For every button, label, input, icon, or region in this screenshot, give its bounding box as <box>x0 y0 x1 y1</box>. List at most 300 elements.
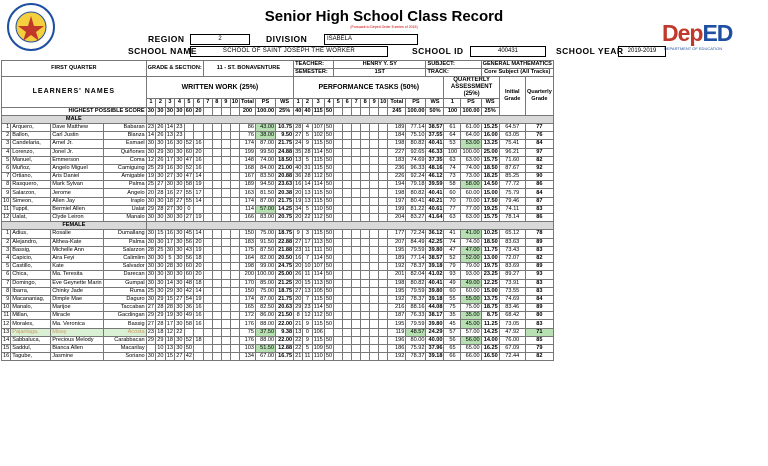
ww-score-cell[interactable]: 30 <box>147 271 155 278</box>
ww-score-cell[interactable]: 28 <box>157 189 164 196</box>
pt-score-cell[interactable] <box>352 230 361 238</box>
pt-score-cell[interactable]: 15 <box>304 279 311 286</box>
pt-score-cell[interactable]: 3 <box>303 230 312 238</box>
pt-score-cell[interactable]: 20 <box>295 279 302 286</box>
ww-score-cell[interactable]: 19 <box>195 214 202 221</box>
pt-score-cell[interactable] <box>352 246 361 254</box>
pt-score-cell[interactable]: 50 <box>325 246 333 253</box>
ww-score-cell[interactable]: 29 <box>166 287 174 294</box>
qa-score-cell[interactable]: 66 <box>444 353 461 361</box>
pt-score-cell[interactable] <box>370 312 379 320</box>
ww-score-cell[interactable]: 16 <box>195 140 202 147</box>
pt-score-cell[interactable]: 40 <box>295 164 302 171</box>
pt-score-cell[interactable] <box>379 148 388 156</box>
pt-score-cell[interactable]: 13 <box>304 189 311 196</box>
ww-score-cell[interactable]: 30 <box>166 246 174 253</box>
ww-score-cell[interactable]: 30 <box>176 312 183 319</box>
pt-score-cell[interactable]: 31 <box>304 164 311 171</box>
ww-score-cell[interactable]: 30 <box>157 238 164 245</box>
pt-score-cell[interactable]: 7 <box>303 254 312 262</box>
ww-score-cell[interactable] <box>230 345 239 353</box>
ww-score-cell[interactable]: 56 <box>185 238 193 245</box>
pt-score-cell[interactable] <box>361 304 370 312</box>
ww-score-cell[interactable]: 30 <box>166 271 174 278</box>
pt-score-cell[interactable] <box>370 304 379 312</box>
ww-score-cell[interactable]: 27 <box>176 295 183 302</box>
pt-score-cell[interactable] <box>343 238 352 246</box>
pt-score-cell[interactable] <box>361 140 370 148</box>
pt-score-cell[interactable] <box>334 304 343 312</box>
ww-score-cell[interactable] <box>203 156 212 164</box>
pt-score-cell[interactable] <box>379 123 388 131</box>
ww-score-cell[interactable]: 30 <box>176 304 183 311</box>
pt-score-cell[interactable]: 115 <box>313 230 323 237</box>
ww-score-cell[interactable] <box>212 197 221 205</box>
qa-score-cell[interactable]: 56 <box>444 336 461 344</box>
ww-score-cell[interactable] <box>212 173 221 181</box>
ww-score-cell[interactable] <box>230 287 239 295</box>
ww-score-cell[interactable] <box>212 189 221 197</box>
ww-score-cell[interactable]: 30 <box>157 255 164 262</box>
ww-score-cell[interactable] <box>203 148 212 156</box>
ww-score-cell[interactable] <box>203 353 212 361</box>
ww-score-cell[interactable]: 17 <box>195 189 202 196</box>
ww-score-cell[interactable]: 22 <box>176 328 183 335</box>
pt-score-cell[interactable]: 36 <box>295 173 302 180</box>
ww-score-cell[interactable]: 42 <box>185 287 193 294</box>
pt-score-cell[interactable]: 110 <box>313 353 323 360</box>
pt-score-cell[interactable] <box>370 197 379 205</box>
pt-score-cell[interactable] <box>361 320 370 328</box>
pt-score-cell[interactable] <box>352 279 361 287</box>
pt-score-cell[interactable] <box>334 181 343 189</box>
pt-score-cell[interactable] <box>361 214 370 222</box>
ww-score-cell[interactable]: 20 <box>157 353 164 360</box>
ww-score-cell[interactable]: 45 <box>185 230 193 237</box>
ww-score-cell[interactable] <box>203 205 212 213</box>
pt-score-cell[interactable] <box>352 295 361 303</box>
pt-score-cell[interactable]: 13 <box>295 156 302 163</box>
ww-score-cell[interactable]: 30 <box>176 140 183 147</box>
ww-score-cell[interactable]: 25 <box>147 287 155 294</box>
ww-score-cell[interactable] <box>230 246 239 254</box>
pt-score-cell[interactable] <box>352 132 361 140</box>
ww-score-cell[interactable] <box>212 304 221 312</box>
pt-score-cell[interactable] <box>334 254 343 262</box>
pt-score-cell[interactable] <box>343 173 352 181</box>
ww-score-cell[interactable] <box>203 164 212 172</box>
ww-score-cell[interactable]: 18 <box>166 197 174 204</box>
pt-score-cell[interactable] <box>370 279 379 287</box>
pt-score-cell[interactable] <box>379 238 388 246</box>
pt-score-cell[interactable] <box>334 320 343 328</box>
ww-score-cell[interactable]: 55 <box>185 197 193 204</box>
ww-score-cell[interactable]: 30 <box>157 140 164 147</box>
ww-score-cell[interactable]: 26 <box>157 156 164 163</box>
ww-score-cell[interactable]: 20 <box>195 148 202 155</box>
pt-score-cell[interactable] <box>370 173 379 181</box>
pt-score-cell[interactable] <box>379 230 388 238</box>
ww-score-cell[interactable]: 19 <box>195 295 202 302</box>
pt-score-cell[interactable] <box>361 271 370 279</box>
pt-score-cell[interactable]: 14 <box>304 181 311 188</box>
qa-score-cell[interactable]: 75 <box>444 304 461 312</box>
ww-score-cell[interactable] <box>221 123 230 131</box>
pt-score-cell[interactable]: 50 <box>325 353 333 360</box>
pt-score-cell[interactable] <box>379 189 388 197</box>
ww-score-cell[interactable] <box>203 173 212 181</box>
pt-score-cell[interactable] <box>352 345 361 353</box>
pt-score-cell[interactable] <box>361 173 370 181</box>
pt-score-cell[interactable]: 20 <box>295 189 302 196</box>
ww-score-cell[interactable] <box>230 336 239 344</box>
ww-score-cell[interactable] <box>221 345 230 353</box>
ww-score-cell[interactable]: 27 <box>176 189 183 196</box>
ww-score-cell[interactable]: 30 <box>147 140 155 147</box>
pt-score-cell[interactable]: 115 <box>313 295 323 302</box>
ww-score-cell[interactable] <box>203 238 212 246</box>
pt-score-cell[interactable] <box>370 132 379 140</box>
ww-score-cell[interactable] <box>212 295 221 303</box>
pt-score-cell[interactable] <box>361 181 370 189</box>
pt-score-cell[interactable] <box>379 353 388 361</box>
pt-score-cell[interactable]: 16 <box>295 181 302 188</box>
ww-score-cell[interactable]: 30 <box>147 279 155 286</box>
pt-score-cell[interactable] <box>352 197 361 205</box>
pt-score-cell[interactable] <box>361 123 370 131</box>
ww-score-cell[interactable]: 52 <box>185 140 193 147</box>
pt-score-cell[interactable]: 50 <box>325 279 333 286</box>
ww-score-cell[interactable] <box>221 214 230 222</box>
ww-score-cell[interactable]: 15 <box>157 230 164 237</box>
pt-score-cell[interactable] <box>334 132 343 140</box>
ww-score-cell[interactable]: 14 <box>195 197 202 204</box>
ww-score-cell[interactable]: 12 <box>166 328 174 335</box>
ww-score-cell[interactable]: 15 <box>166 353 174 360</box>
ww-score-cell[interactable]: 29 <box>157 148 164 155</box>
pt-score-cell[interactable]: 10 <box>304 263 311 270</box>
ww-score-cell[interactable] <box>221 205 230 213</box>
pt-score-cell[interactable]: 35 <box>295 148 302 155</box>
pt-score-cell[interactable] <box>379 140 388 148</box>
pt-score-cell[interactable] <box>379 328 388 336</box>
pt-score-cell[interactable] <box>370 271 379 279</box>
pt-score-cell[interactable] <box>343 214 352 222</box>
pt-score-cell[interactable]: 50 <box>325 295 333 302</box>
pt-score-cell[interactable]: 50 <box>325 230 333 237</box>
pt-score-cell[interactable]: 50 <box>325 312 333 319</box>
ww-score-cell[interactable]: 55 <box>185 189 193 196</box>
pt-score-cell[interactable]: 113 <box>313 279 323 286</box>
ww-score-cell[interactable]: 17 <box>166 156 174 163</box>
ww-score-cell[interactable] <box>212 238 221 246</box>
ww-score-cell[interactable]: 42 <box>185 353 193 360</box>
pt-score-cell[interactable] <box>361 238 370 246</box>
qa-score-cell[interactable]: 73 <box>444 173 461 181</box>
pt-score-cell[interactable]: 50 <box>325 271 333 278</box>
pt-score-cell[interactable] <box>334 164 343 172</box>
ww-score-cell[interactable] <box>221 295 230 303</box>
pt-score-cell[interactable]: 5 <box>303 132 312 140</box>
ww-score-cell[interactable]: 14 <box>195 287 202 294</box>
ww-score-cell[interactable] <box>212 287 221 295</box>
ww-score-cell[interactable] <box>221 287 230 295</box>
qa-score-cell[interactable]: 93 <box>444 271 461 279</box>
ww-score-cell[interactable]: 30 <box>176 271 183 278</box>
region-field[interactable]: 2 <box>190 34 250 45</box>
pt-score-cell[interactable]: 115 <box>313 189 323 196</box>
ww-score-cell[interactable]: 27 <box>157 181 164 188</box>
pt-score-cell[interactable] <box>343 189 352 197</box>
pt-score-cell[interactable] <box>379 132 388 140</box>
pt-score-cell[interactable] <box>334 205 343 213</box>
ww-score-cell[interactable]: 20 <box>195 238 202 245</box>
pt-score-cell[interactable]: 5 <box>303 205 312 213</box>
ww-score-cell[interactable]: 27 <box>176 197 183 204</box>
ww-score-cell[interactable]: 58 <box>185 320 193 327</box>
pt-score-cell[interactable]: 107 <box>313 263 323 270</box>
ww-score-cell[interactable] <box>230 295 239 303</box>
ww-score-cell[interactable]: 14 <box>166 124 174 131</box>
pt-score-cell[interactable]: 26 <box>295 271 302 278</box>
ww-score-cell[interactable] <box>203 263 212 271</box>
pt-score-cell[interactable] <box>361 345 370 353</box>
pt-score-cell[interactable]: 12 <box>304 312 311 319</box>
ww-score-cell[interactable]: 26 <box>157 132 164 139</box>
ww-score-cell[interactable]: 54 <box>185 295 193 302</box>
ww-score-cell[interactable] <box>212 156 221 164</box>
pt-score-cell[interactable] <box>343 230 352 238</box>
pt-score-cell[interactable] <box>379 287 388 295</box>
pt-score-cell[interactable]: 21 <box>295 320 302 327</box>
pt-score-cell[interactable]: 11 <box>304 271 311 278</box>
pt-score-cell[interactable] <box>334 336 343 344</box>
pt-score-cell[interactable]: 50 <box>325 140 333 147</box>
pt-score-cell[interactable] <box>370 353 379 361</box>
ww-score-cell[interactable]: 52 <box>185 164 193 171</box>
ww-score-cell[interactable]: 14 <box>166 279 174 286</box>
ww-score-cell[interactable] <box>221 246 230 254</box>
ww-score-cell[interactable]: 25 <box>147 181 155 188</box>
pt-score-cell[interactable] <box>352 263 361 271</box>
ww-score-cell[interactable]: 18 <box>195 279 202 286</box>
ww-score-cell[interactable] <box>221 320 230 328</box>
pt-score-cell[interactable] <box>352 205 361 213</box>
ww-score-cell[interactable] <box>203 271 212 279</box>
ww-score-cell[interactable]: 47 <box>185 173 193 180</box>
ww-score-cell[interactable]: 16 <box>166 140 174 147</box>
pt-score-cell[interactable]: 50 <box>325 189 333 196</box>
pt-score-cell[interactable] <box>334 279 343 287</box>
qa-score-cell[interactable]: 64 <box>444 132 461 140</box>
pt-score-cell[interactable] <box>370 230 379 238</box>
pt-score-cell[interactable] <box>361 246 370 254</box>
ww-score-cell[interactable] <box>194 205 204 213</box>
pt-score-cell[interactable]: 11 <box>304 353 311 360</box>
pt-score-cell[interactable] <box>361 312 370 320</box>
pt-score-cell[interactable] <box>334 173 343 181</box>
pt-score-cell[interactable]: 50 <box>325 132 333 139</box>
ww-score-cell[interactable] <box>230 132 239 140</box>
pt-score-cell[interactable]: 50 <box>325 148 333 155</box>
ww-score-cell[interactable] <box>230 140 239 148</box>
pt-score-cell[interactable] <box>334 295 343 303</box>
ww-score-cell[interactable]: 5 <box>165 254 175 262</box>
pt-score-cell[interactable]: 114 <box>313 181 323 188</box>
ww-score-cell[interactable]: 14 <box>195 230 202 237</box>
pt-score-cell[interactable] <box>334 271 343 279</box>
pt-score-cell[interactable]: 50 <box>325 345 333 352</box>
ww-score-cell[interactable]: 29 <box>157 295 164 302</box>
ww-score-cell[interactable]: 17 <box>166 238 174 245</box>
ww-score-cell[interactable]: 16 <box>195 156 202 163</box>
pt-score-cell[interactable] <box>343 181 352 189</box>
pt-score-cell[interactable] <box>370 140 379 148</box>
ww-score-cell[interactable]: 26 <box>157 124 164 131</box>
pt-score-cell[interactable] <box>334 197 343 205</box>
pt-score-cell[interactable] <box>343 205 352 213</box>
qa-score-cell[interactable]: 63 <box>444 156 461 164</box>
pt-score-cell[interactable] <box>370 345 379 353</box>
ww-score-cell[interactable]: 30 <box>176 230 183 237</box>
pt-score-cell[interactable] <box>379 205 388 213</box>
ww-score-cell[interactable]: 30 <box>176 214 183 221</box>
pt-score-cell[interactable]: 50 <box>325 214 333 221</box>
pt-score-cell[interactable] <box>334 312 343 320</box>
ww-score-cell[interactable] <box>221 263 230 271</box>
ww-score-cell[interactable] <box>203 254 212 262</box>
ww-score-cell[interactable]: 28 <box>147 246 155 253</box>
qa-score-cell[interactable]: 63 <box>444 214 461 222</box>
pt-score-cell[interactable]: 50 <box>325 287 333 294</box>
pt-score-cell[interactable] <box>379 295 388 303</box>
pt-score-cell[interactable] <box>343 156 352 164</box>
ww-score-cell[interactable] <box>212 123 221 131</box>
pt-score-cell[interactable] <box>370 287 379 295</box>
pt-score-cell[interactable] <box>379 304 388 312</box>
pt-score-cell[interactable] <box>352 181 361 189</box>
pt-score-cell[interactable]: 106 <box>313 328 323 335</box>
pt-score-cell[interactable] <box>352 156 361 164</box>
pt-score-cell[interactable] <box>379 246 388 254</box>
pt-score-cell[interactable] <box>370 263 379 271</box>
ww-score-cell[interactable] <box>230 312 239 320</box>
ww-score-cell[interactable]: 30 <box>147 295 155 302</box>
pt-score-cell[interactable] <box>334 246 343 254</box>
ww-score-cell[interactable]: 18 <box>157 328 164 335</box>
ww-score-cell[interactable] <box>203 197 212 205</box>
pt-score-cell[interactable] <box>361 189 370 197</box>
ww-score-cell[interactable]: 17 <box>166 320 174 327</box>
pt-score-cell[interactable]: 50 <box>325 197 333 204</box>
ww-score-cell[interactable] <box>184 132 194 140</box>
pt-score-cell[interactable]: 28 <box>295 124 302 131</box>
ww-score-cell[interactable] <box>230 197 239 205</box>
pt-score-cell[interactable] <box>343 254 352 262</box>
ww-score-cell[interactable] <box>203 295 212 303</box>
ww-score-cell[interactable] <box>203 132 212 140</box>
ww-score-cell[interactable]: 19 <box>166 312 174 319</box>
pt-score-cell[interactable] <box>370 246 379 254</box>
pt-score-cell[interactable] <box>370 205 379 213</box>
ww-score-cell[interactable]: 50 <box>185 345 193 352</box>
ww-score-cell[interactable] <box>230 205 239 213</box>
ww-score-cell[interactable] <box>221 140 230 148</box>
pt-score-cell[interactable] <box>370 123 379 131</box>
pt-score-cell[interactable]: 11 <box>304 246 311 253</box>
ww-score-cell[interactable] <box>194 328 204 336</box>
pt-score-cell[interactable] <box>343 353 352 361</box>
pt-score-cell[interactable]: 28 <box>304 148 311 155</box>
ww-score-cell[interactable] <box>221 189 230 197</box>
pt-score-cell[interactable]: 22 <box>295 336 302 343</box>
pt-score-cell[interactable]: 50 <box>325 255 333 262</box>
ww-score-cell[interactable] <box>203 345 212 353</box>
pt-score-cell[interactable]: 9 <box>303 336 312 344</box>
ww-score-cell[interactable]: 30 <box>176 345 183 352</box>
ww-score-cell[interactable] <box>221 271 230 279</box>
pt-score-cell[interactable] <box>379 214 388 222</box>
ww-score-cell[interactable]: 25 <box>157 246 164 253</box>
pt-score-cell[interactable]: 105 <box>313 287 323 294</box>
ww-score-cell[interactable] <box>230 156 239 164</box>
pt-score-cell[interactable] <box>334 238 343 246</box>
ww-score-cell[interactable]: 16 <box>195 304 202 311</box>
school-id-field[interactable]: 400431 <box>470 46 546 57</box>
pt-score-cell[interactable] <box>343 295 352 303</box>
ww-score-cell[interactable]: 30 <box>176 287 183 294</box>
pt-score-cell[interactable]: 50 <box>325 320 333 327</box>
ww-score-cell[interactable] <box>194 123 204 131</box>
pt-score-cell[interactable] <box>352 123 361 131</box>
ww-score-cell[interactable]: 18 <box>195 255 202 262</box>
pt-score-cell[interactable]: 113 <box>313 238 323 245</box>
ww-score-cell[interactable] <box>230 148 239 156</box>
ww-score-cell[interactable] <box>203 214 212 222</box>
ww-score-cell[interactable]: 30 <box>176 246 183 253</box>
pt-score-cell[interactable] <box>361 205 370 213</box>
ww-score-cell[interactable] <box>221 156 230 164</box>
pt-score-cell[interactable] <box>361 197 370 205</box>
pt-score-cell[interactable] <box>361 254 370 262</box>
ww-score-cell[interactable]: 30 <box>176 320 183 327</box>
pt-score-cell[interactable] <box>370 214 379 222</box>
ww-score-cell[interactable]: 18 <box>166 336 174 343</box>
pt-score-cell[interactable] <box>352 336 361 344</box>
qa-score-cell[interactable]: 47 <box>444 246 461 254</box>
qa-score-cell[interactable]: 61 <box>444 123 461 131</box>
pt-score-cell[interactable]: 50 <box>325 124 333 131</box>
ww-score-cell[interactable] <box>212 345 221 353</box>
pt-score-cell[interactable] <box>334 189 343 197</box>
pt-score-cell[interactable]: 5 <box>303 156 312 164</box>
pt-score-cell[interactable]: 50 <box>325 181 333 188</box>
ww-score-cell[interactable] <box>203 328 212 336</box>
ww-score-cell[interactable] <box>221 336 230 344</box>
pt-score-cell[interactable]: 34 <box>295 205 302 212</box>
pt-score-cell[interactable]: 115 <box>313 197 323 204</box>
pt-score-cell[interactable] <box>370 254 379 262</box>
ww-score-cell[interactable]: 19 <box>195 181 202 188</box>
ww-score-cell[interactable]: 27 <box>147 304 155 311</box>
ww-score-cell[interactable] <box>221 254 230 262</box>
ww-score-cell[interactable]: 15 <box>166 295 174 302</box>
pt-score-cell[interactable]: 50 <box>325 205 333 212</box>
pt-score-cell[interactable] <box>334 214 343 222</box>
pt-score-cell[interactable]: 0 <box>303 328 312 336</box>
ww-score-cell[interactable]: 30 <box>166 181 174 188</box>
pt-score-cell[interactable] <box>334 123 343 131</box>
